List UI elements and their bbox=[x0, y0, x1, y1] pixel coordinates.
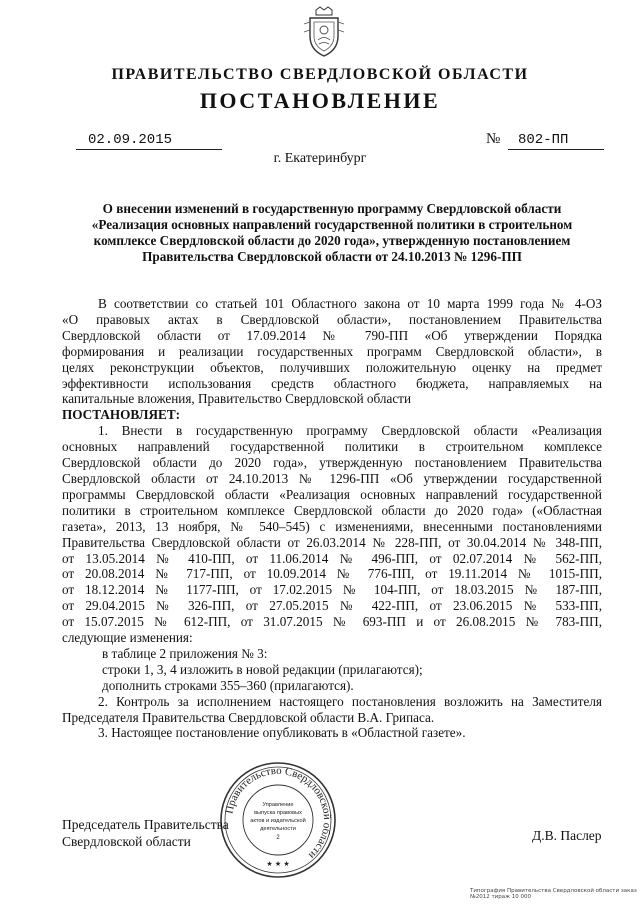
preamble-line: целях реконструкции объектов, получивших положительную оценку на предмет bbox=[62, 359, 602, 375]
item-1 bbox=[62, 423, 602, 646]
item-1-line: 1. Внести в государственную программу Свердловской области «Реализация bbox=[98, 423, 602, 439]
item-1-line: политики в строительном комплексе Свердловской области до 2020 года» («Областная bbox=[62, 502, 602, 518]
sub-item: строки 1, 3, 4 изложить в новой редакции (прилагаются); bbox=[102, 661, 423, 677]
item-2 bbox=[62, 694, 602, 726]
number-sign: № bbox=[486, 131, 501, 147]
subject-line: комплексе Свердловской области до 2020 года», утвержденную постановлением bbox=[93, 233, 571, 248]
government-title: ПРАВИТЕЛЬСТВО СВЕРДЛОВСКОЙ ОБЛАСТИ bbox=[111, 66, 529, 83]
subject-line: О внесении изменений в государственную программу Свердловской области bbox=[102, 201, 562, 216]
item-1-line: от 15.07.2015 № 612-ПП, от 31.07.2015 № 693-ПП и от 26.08.2015 № 783-ПП, bbox=[62, 614, 602, 630]
item-1-line: от 18.12.2014 № 1177-ПП, от 17.02.2015 № 104-ПП, от 18.03.2015 № 187-ПП, bbox=[62, 582, 602, 598]
sub-item: дополнить строками 355–360 (прилагаются). bbox=[102, 677, 354, 693]
item-1-line: от 13.05.2014 № 410-ПП, от 11.06.2014 № 496-ПП, от 02.07.2014 № 562-ПП, bbox=[62, 550, 602, 566]
signatory-title-line: Председатель Правительства bbox=[62, 817, 229, 832]
preamble-line: Свердловской области от 17.09.2014 № 790-ПП «Об утверждении Порядка bbox=[62, 327, 602, 343]
item-1-line: Правительства Свердловской области от 26.03.2014 № 228-ПП, от 30.04.2014 № 348-ПП, bbox=[62, 534, 602, 550]
footer-note: Типография Правительства Свердловской области заказ №2012 тираж 10 000 bbox=[470, 888, 637, 900]
document-number: 802-ПП bbox=[508, 132, 604, 150]
document-type: ПОСТАНОВЛЕНИЕ bbox=[199, 88, 441, 113]
sverdlovsk-coat-of-arms-icon bbox=[302, 6, 346, 58]
signatory-title-line: Свердловской области bbox=[62, 834, 191, 849]
preamble-line: формирования и реализации государственных программ Свердловской области», в bbox=[62, 343, 602, 359]
subject-line: «Реализация основных направлений государственной политики в строительном bbox=[91, 217, 573, 232]
seal-center-line: Управление bbox=[262, 802, 294, 808]
document-subject bbox=[62, 201, 602, 265]
item-3: 3. Настоящее постановление опубликовать в «Областной газете». bbox=[98, 725, 466, 741]
item-1-line: от 20.08.2014 № 717-ПП, от 10.09.2014 № 776-ПП, от 19.11.2014 № 1015-ПП, bbox=[62, 566, 602, 582]
seal-stars: ★ ★ ★ bbox=[266, 860, 290, 868]
preamble-line: В соответствии со статьей 101 Областного закона от 10 марта 1999 года № 4-ОЗ bbox=[98, 296, 602, 311]
item-1-line: программы Свердловской области «Реализация основных направлений государственной bbox=[62, 486, 602, 502]
item-2-line: Председателя Правительства Свердловской области В.А. Грипаса. bbox=[62, 709, 435, 725]
seal-center-line: деятельности bbox=[260, 826, 296, 832]
item-1-line: Свердловской области от 24.10.2013 № 1296-ПП «Об утверждении государственной bbox=[62, 470, 602, 486]
resolves-heading: ПОСТАНОВЛЯЕТ: bbox=[62, 407, 181, 423]
item-1-line: газета», 2013, 13 ноября, № 540–545) с изменениями, внесенными постановлениями bbox=[62, 518, 602, 534]
official-seal-icon bbox=[218, 760, 338, 880]
document-date: 02.09.2015 bbox=[76, 132, 222, 150]
preamble-line: капитальные вложения, Правительство Свердловской области bbox=[62, 391, 412, 407]
seal-center-line: 2 bbox=[276, 835, 280, 841]
item-1-line: Свердловской области до 2020 года», утвержденную постановлением Правительства bbox=[62, 455, 602, 471]
sub-item: в таблице 2 приложения № 3: bbox=[102, 645, 268, 661]
signatory-name: Д.В. Паслер bbox=[532, 828, 602, 843]
seal-center-line: актов и издательской bbox=[250, 818, 306, 824]
signatory-title bbox=[62, 816, 229, 850]
sub-items bbox=[62, 646, 602, 694]
city-name: г. Екатеринбург bbox=[273, 151, 367, 166]
document-body bbox=[62, 296, 602, 741]
preamble-line: эффективности использования средств областного бюджета, направляемых на bbox=[62, 375, 602, 391]
item-1-line: основных направлений государственной политики в строительном комплексе bbox=[62, 439, 602, 455]
seal-center-line: выпуска правовых bbox=[254, 810, 302, 816]
item-2-line: 2. Контроль за исполнением настоящего постановления возложить на Заместителя bbox=[98, 693, 602, 709]
subject-line: Правительства Свердловской области от 24.10.2013 № 1296-ПП bbox=[142, 249, 522, 264]
seal-ring-text: Правительство Свердловской области bbox=[223, 764, 334, 862]
preamble bbox=[62, 296, 602, 407]
item-1-line: следующие изменения: bbox=[62, 630, 193, 646]
preamble-line: «О правовых актах в Свердловской области», постановлением Правительства bbox=[62, 311, 602, 327]
item-1-line: от 29.04.2015 № 326-ПП, от 27.05.2015 № 422-ПП, от 23.06.2015 № 533-ПП, bbox=[62, 598, 602, 614]
